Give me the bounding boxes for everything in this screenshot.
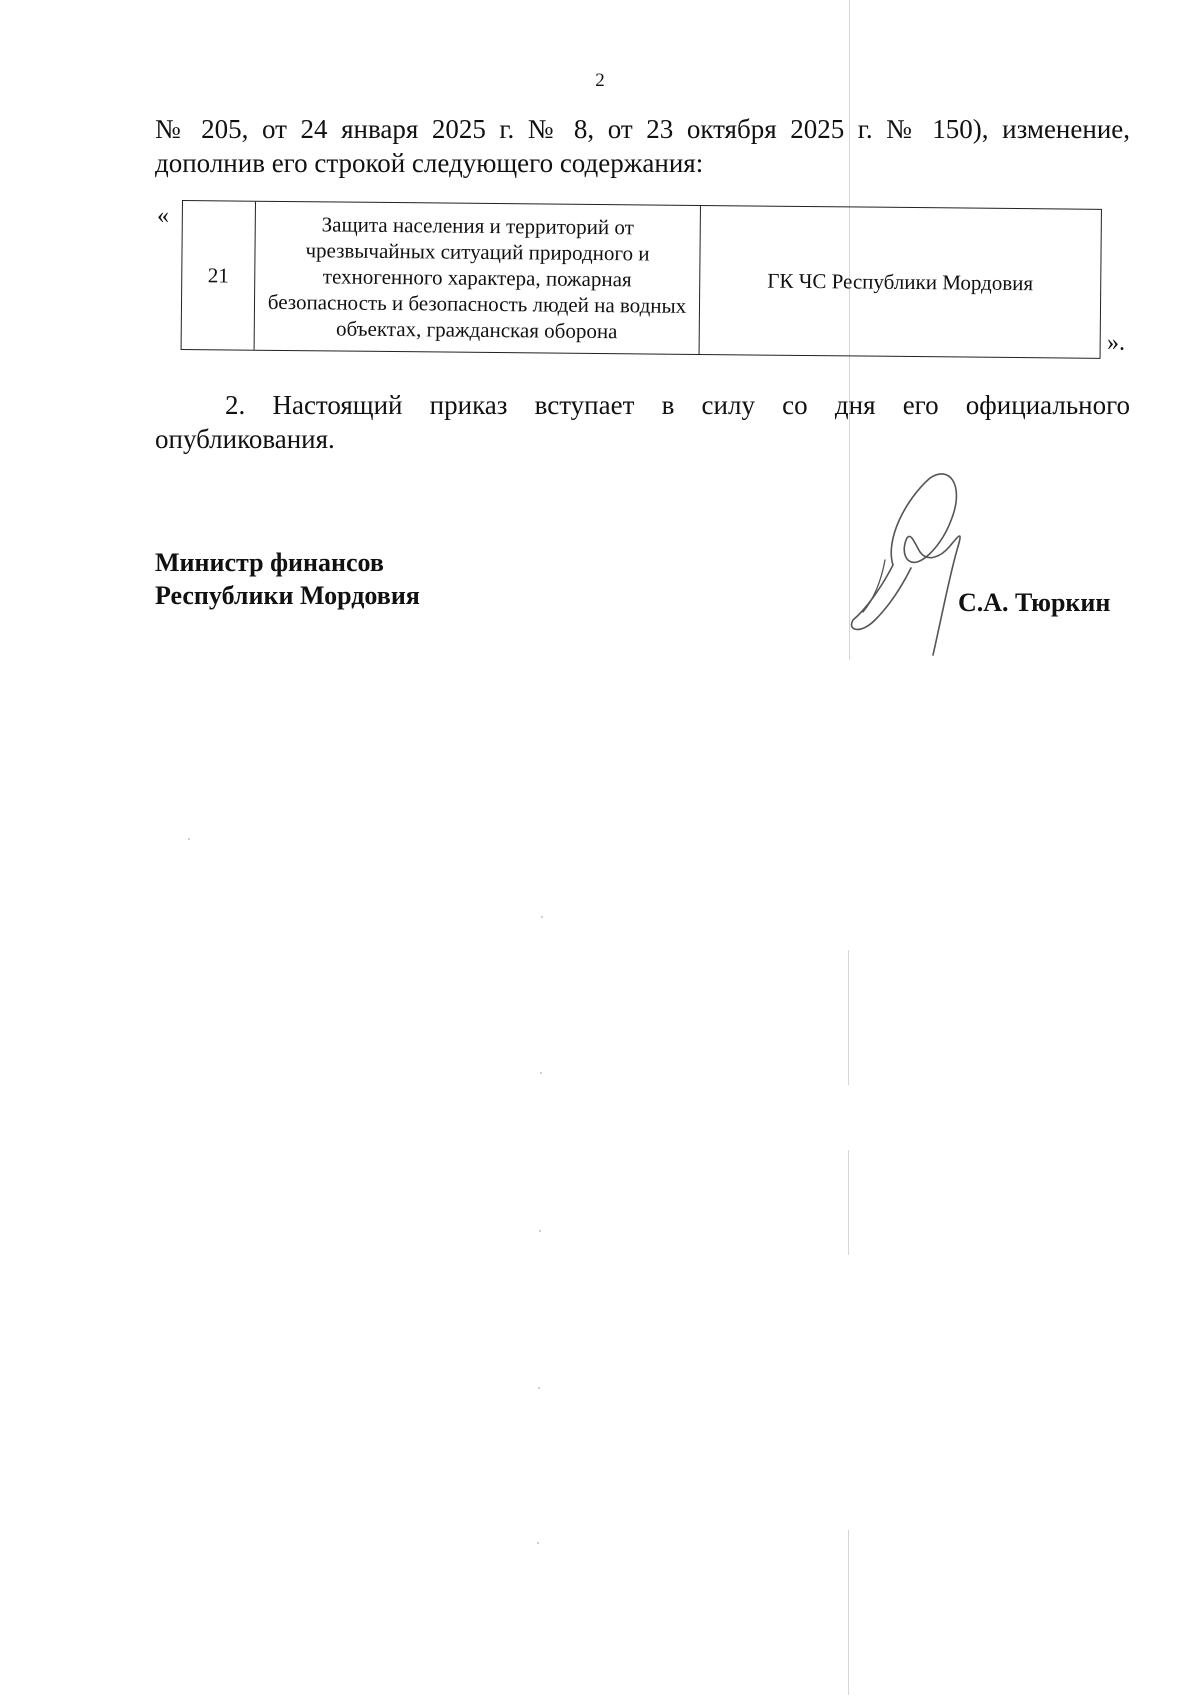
responsible-body-cell: ГК ЧС Республики Мордовия bbox=[767, 268, 1034, 296]
signatory-name: С.А. Тюркин bbox=[958, 588, 1111, 617]
scan-artifact-dot bbox=[188, 838, 190, 840]
closing-quote: ». bbox=[1107, 330, 1125, 356]
scan-artifact-dot bbox=[537, 1542, 539, 1544]
opening-quote: « bbox=[157, 203, 169, 229]
paragraph-2-line-2: опубликования. bbox=[155, 424, 335, 454]
paragraph-2-line-1: 2. Настоящий приказ вступает в силу со дня его официального bbox=[225, 390, 1130, 420]
scan-artifact-line bbox=[848, 1530, 849, 1695]
paragraph-2 bbox=[155, 388, 1130, 456]
row-number-cell: 21 bbox=[182, 201, 256, 350]
scan-artifact-dot bbox=[541, 916, 543, 918]
scan-artifact-line bbox=[848, 1150, 849, 1255]
inserted-table-row bbox=[181, 200, 1102, 359]
signatory-title-line-2: Республики Мордовия bbox=[155, 581, 420, 610]
signatory-title bbox=[155, 546, 420, 612]
handwritten-signature bbox=[845, 470, 1005, 665]
scan-artifact-line bbox=[848, 950, 849, 1085]
scan-artifact-dot bbox=[538, 1387, 540, 1389]
scan-artifact-dot bbox=[540, 1072, 542, 1074]
intro-line-1: № 205, от 24 января 2025 г. № 8, от 23 октября 2025 г. № 150), изменение, bbox=[155, 114, 1130, 144]
intro-paragraph bbox=[155, 112, 1130, 180]
signatory-title-line-1: Министр финансов bbox=[155, 548, 384, 577]
page-number: 2 bbox=[595, 70, 605, 91]
scan-artifact-dot bbox=[539, 1230, 541, 1232]
intro-line-2: дополнив его строкой следующего содержания: bbox=[155, 148, 704, 178]
activity-cell: Защита населения и территорий от чрезвычайных ситуаций природного и техногенного характера, пожарная безопасность и безопасность людей на водных объектах, гражданская оборона bbox=[255, 202, 701, 354]
